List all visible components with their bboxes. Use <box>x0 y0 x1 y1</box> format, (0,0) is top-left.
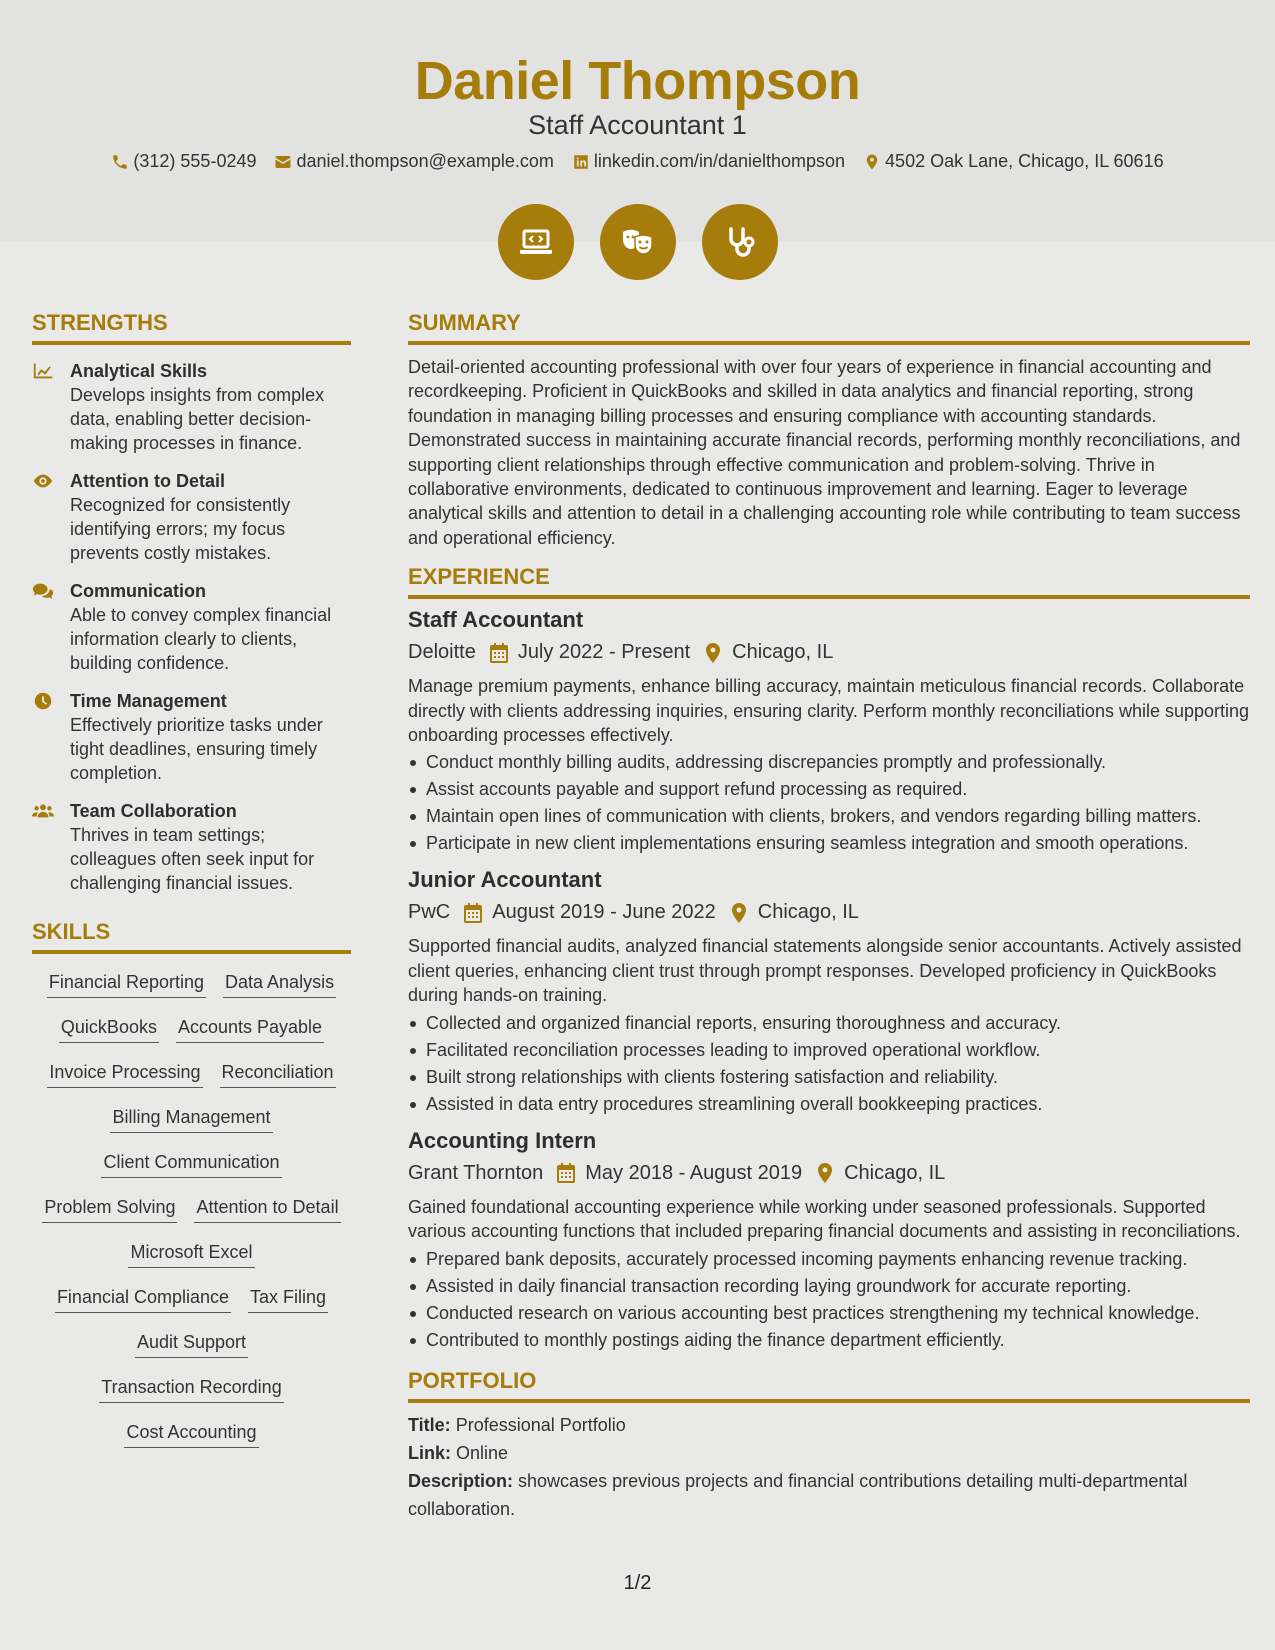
strength-name: Team Collaboration <box>70 801 237 821</box>
portfolio-desc-line <box>408 1467 1250 1523</box>
job-meta <box>408 901 1250 924</box>
job-bullet: Built strong relationships with clients fostering satisfaction and reliability. <box>408 1064 1250 1091</box>
job-bullet: Conduct monthly billing audits, addressing discrepancies promptly and professionally. <box>408 749 1250 776</box>
contact-email[interactable] <box>274 151 553 172</box>
summary-text: Detail-oriented accounting professional with over four years of experience in financial accounting and recordkeeping. Proficient in QuickBooks and skilled in data analytics and financial reporting, strong foundation in managing billing processes and ensuring compliance with accounting standards. Demonstrated success in maintaining accurate financial records, performing monthly reconciliations, and supporting client relationships through effective communication and problem-solving. Thrive in collaborative environments, dedicated to continuous improvement and learning. Eager to leverage analytical skills and attention to detail in a challenging accounting role while contributing to team success and operational efficiency. <box>408 357 1241 548</box>
experience-heading: EXPERIENCE <box>408 564 1250 599</box>
contact-linkedin[interactable] <box>572 151 845 172</box>
strength-desc: Thrives in team settings; colleagues often seek input for challenging financial issues. <box>70 825 315 893</box>
strength-item <box>32 689 351 785</box>
strength-item <box>32 469 351 565</box>
job-bullets <box>408 1246 1250 1354</box>
users-icon <box>32 801 54 821</box>
linkedin-icon <box>572 153 590 171</box>
company-name: Grant Thornton <box>408 1161 544 1184</box>
strength-name: Time Management <box>70 691 227 711</box>
comments-icon <box>32 581 54 601</box>
stethoscope-icon <box>720 222 760 262</box>
company-name: Deloitte <box>408 641 476 664</box>
job-bullet: Conducted research on various accounting best practices strengthening my technical knowledge. <box>408 1300 1250 1327</box>
job-desc: Supported financial audits, analyzed financial statements alongside senior accountants. Actively assisted client queries, enhancing client trust through prompt responses. Developed proficiency in QuickBooks during hands-on training. <box>408 936 1242 1006</box>
left-column <box>32 310 351 1465</box>
badge-masks <box>600 204 676 280</box>
strengths-heading: STRENGTHS <box>32 310 351 345</box>
skill-tag: Invoice Processing <box>47 1060 202 1088</box>
job-bullet: Assisted in data entry procedures streamlining overall bookkeeping practices. <box>408 1091 1250 1118</box>
chart-line-icon <box>32 361 54 381</box>
job-location: Chicago, IL <box>757 901 859 924</box>
job-bullet: Prepared bank deposits, accurately processed incoming payments enhancing revenue tracking. <box>408 1246 1250 1273</box>
job-bullet: Participate in new client implementations ensuring seamless integration and smooth operations. <box>408 830 1250 857</box>
job-title: Junior Accountant <box>408 867 602 893</box>
portfolio-desc-label: Description: <box>408 1470 514 1491</box>
calendar-icon <box>464 903 482 923</box>
candidate-name: Daniel Thompson <box>414 51 861 111</box>
portfolio-title-label: Title: <box>408 1414 451 1435</box>
map-marker-icon <box>730 903 748 923</box>
address-text: 4502 Oak Lane, Chicago, IL 60616 <box>885 151 1164 171</box>
job-bullet: Contributed to monthly postings aiding the finance department efficiently. <box>408 1327 1250 1354</box>
strength-name: Attention to Detail <box>70 471 225 491</box>
map-marker-icon <box>863 153 881 171</box>
laptop-code-icon <box>516 222 556 262</box>
phone-text: (312) 555-0249 <box>133 151 257 171</box>
portfolio-block <box>408 1411 1250 1523</box>
skill-tag: Reconciliation <box>220 1060 336 1088</box>
clock-icon <box>32 691 54 711</box>
skills-heading: SKILLS <box>32 919 351 954</box>
portfolio-heading: PORTFOLIO <box>408 1368 1250 1403</box>
job-bullet: Facilitated reconciliation processes leading to improved operational workflow. <box>408 1037 1250 1064</box>
job-location: Chicago, IL <box>732 641 834 664</box>
portfolio-desc: showcases previous projects and financial contributions detailing multi-departmental collaboration. <box>408 1470 1188 1519</box>
job-location: Chicago, IL <box>844 1161 946 1184</box>
map-marker-icon <box>816 1163 834 1183</box>
job-dates: July 2022 - Present <box>517 641 691 664</box>
linkedin-text: linkedin.com/in/danielthompson <box>593 151 846 171</box>
right-column <box>408 310 1250 1523</box>
contact-bar <box>0 151 1275 172</box>
contact-phone[interactable] <box>111 151 256 172</box>
calendar-icon <box>490 643 508 663</box>
map-marker-icon <box>704 643 722 663</box>
summary-heading: SUMMARY <box>408 310 1250 345</box>
job-entry <box>408 607 1250 857</box>
strength-item <box>32 799 351 895</box>
strength-desc: Develops insights from complex data, enabling better decision-making processes in finance. <box>70 385 325 453</box>
skill-tag: Accounts Payable <box>176 1015 324 1043</box>
calendar-icon <box>557 1163 575 1183</box>
interest-badges <box>0 204 1275 280</box>
skill-tag: Financial Reporting <box>47 970 206 998</box>
skill-tag: Financial Compliance <box>55 1285 231 1313</box>
skill-tag: Client Communication <box>101 1150 281 1178</box>
strength-item <box>32 359 351 455</box>
skills-list <box>32 970 351 1465</box>
email-text: daniel.thompson@example.com <box>296 151 554 171</box>
job-title: Accounting Intern <box>408 1127 597 1153</box>
strength-desc: Recognized for consistently identifying errors; my focus prevents costly mistakes. <box>70 495 291 563</box>
phone-icon <box>111 153 129 171</box>
skill-tag: Data Analysis <box>223 970 336 998</box>
badge-stethoscope <box>702 204 778 280</box>
job-desc: Gained foundational accounting experience while working under seasoned professionals. Supported various accounting functions that included preparing financial documents and assisting in reconciliations. <box>408 1196 1241 1242</box>
job-dates: August 2019 - June 2022 <box>492 901 716 924</box>
strength-name: Communication <box>70 581 207 601</box>
skill-tag: QuickBooks <box>59 1015 159 1043</box>
badge-laptop <box>498 204 574 280</box>
skill-tag: Microsoft Excel <box>128 1240 254 1268</box>
skill-tag: Billing Management <box>110 1105 272 1133</box>
job-dates: May 2018 - August 2019 <box>585 1161 803 1184</box>
envelope-icon <box>274 153 292 171</box>
skill-tag: Tax Filing <box>248 1285 328 1313</box>
portfolio-title: Professional Portfolio <box>455 1414 626 1435</box>
strength-desc: Able to convey complex financial information clearly to clients, building confidence. <box>70 605 332 673</box>
strength-desc: Effectively prioritize tasks under tight deadlines, ensuring timely completion. <box>70 715 323 783</box>
contact-address <box>863 151 1164 172</box>
job-bullets <box>408 749 1250 857</box>
job-meta <box>408 1162 1250 1185</box>
job-title: Staff Accountant 1 <box>528 110 747 140</box>
strength-name: Analytical Skills <box>70 361 208 381</box>
job-bullet: Collected and organized financial reports, ensuring thoroughness and accuracy. <box>408 1010 1250 1037</box>
portfolio-link-line <box>408 1439 1250 1467</box>
portfolio-link[interactable]: Online <box>456 1442 509 1463</box>
job-bullet: Maintain open lines of communication with clients, brokers, and vendors regarding billing matters. <box>408 803 1250 830</box>
page-number: 1/2 <box>623 1572 652 1594</box>
job-bullet: Assisted in daily financial transaction recording laying groundwork for accurate reporting. <box>408 1273 1250 1300</box>
skill-tag: Attention to Detail <box>194 1195 340 1223</box>
skill-tag: Cost Accounting <box>124 1420 258 1448</box>
theater-masks-icon <box>618 222 658 262</box>
portfolio-title-line <box>408 1411 1250 1439</box>
strength-item <box>32 579 351 675</box>
job-bullet: Assist accounts payable and support refund processing as required. <box>408 776 1250 803</box>
skill-tag: Problem Solving <box>42 1195 177 1223</box>
job-desc: Manage premium payments, enhance billing accuracy, maintain meticulous financial records. Collaborate directly with clients addressing inquiries, ensuring clarity. Perform monthly reconciliations while supporting onboarding processes effectively. <box>408 676 1250 746</box>
skill-tag: Transaction Recording <box>99 1375 283 1403</box>
job-title: Staff Accountant <box>408 607 584 633</box>
skill-tag: Audit Support <box>135 1330 248 1358</box>
company-name: PwC <box>408 901 451 924</box>
job-entry <box>408 1128 1250 1354</box>
job-bullets <box>408 1010 1250 1118</box>
job-entry <box>408 867 1250 1117</box>
eye-icon <box>32 471 54 491</box>
job-meta <box>408 641 1250 664</box>
portfolio-link-label: Link: <box>408 1442 451 1463</box>
